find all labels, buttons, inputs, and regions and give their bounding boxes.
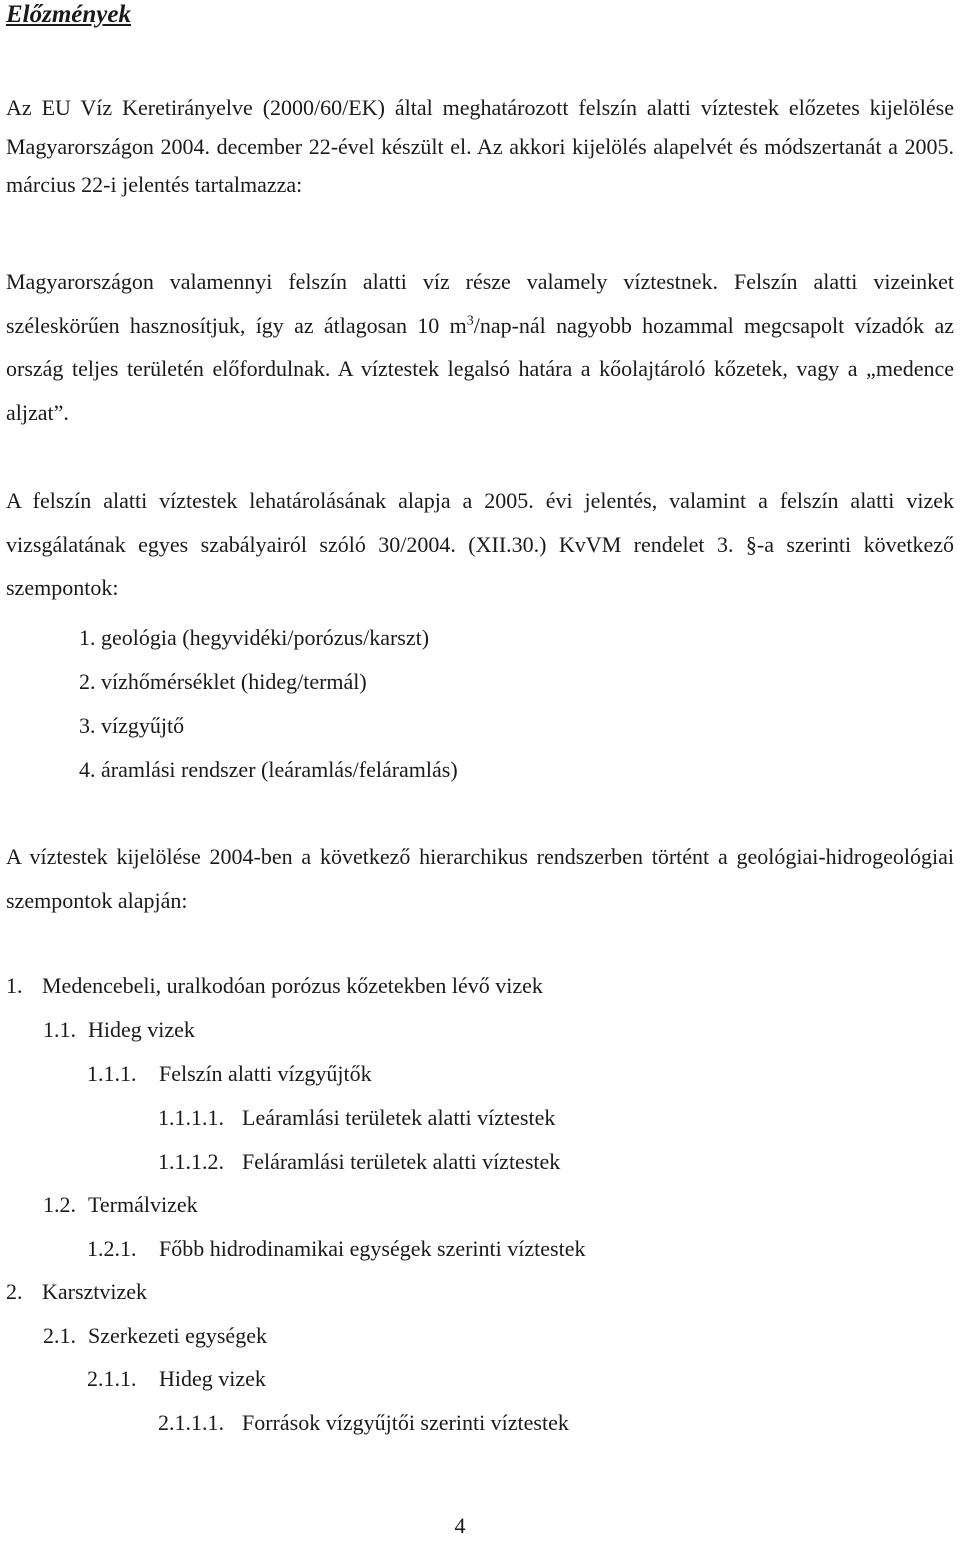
hierarchy-item: [158, 1147, 560, 1177]
section-heading: Előzmények: [6, 1, 131, 28]
hierarchy-item: [158, 1408, 569, 1438]
paragraph-text-part1: Magyarországon valamennyi felszín alatti víz része valamely víztestnek. Felszín alatti vizeinket széleskörűen hasznosítjuk, így az átlagosan 10 m: [6, 269, 954, 338]
hierarchy-number: 2.1.: [43, 1323, 76, 1348]
criteria-item: 3. vízgyűjtő: [79, 713, 185, 738]
hierarchy-item: [43, 1015, 195, 1045]
hierarchy-number: 1.2.: [43, 1192, 76, 1217]
hierarchy-text: Hideg vizek: [88, 1017, 195, 1042]
superscript-exponent: 3: [466, 313, 474, 329]
page-number: 4: [454, 1513, 466, 1538]
delineation-basis-paragraph: A felszín alatti víztestek lehatárolásának alapja a 2005. évi jelentés, valamint a felszín alatti vizek vizsgálatának egyes szabályairól szóló 30/2004. (XII.30.) KvVM rendelet 3. §-a szerinti következő szempontok:: [6, 488, 954, 600]
hierarchy-number: 1.1.1.2.: [158, 1149, 224, 1174]
paragraph-text-part2: /nap-nál nagyobb hozammal megcsapolt vízadók az ország teljes területén előfordulnak. A víztestek legalsó határa a kőolajtároló kőzetek, vagy a „medence aljzat”.: [6, 312, 954, 425]
hierarchy-text: Medencebeli, uralkodóan porózus kőzetekben lévő vizek: [42, 973, 543, 998]
hierarchy-item: [87, 1059, 372, 1089]
hierarchy-text: Források vízgyűjtői szerinti víztestek: [242, 1410, 569, 1435]
water-bodies-paragraph: [6, 260, 954, 434]
hierarchy-number: 2.1.1.: [87, 1366, 137, 1391]
hierarchy-text: Feláramlási területek alatti víztestek: [242, 1149, 561, 1174]
hierarchy-intro-paragraph: A víztestek kijelölése 2004-ben a következő hierarchikus rendszerben történt a geológiai-hidrogeológiai szempontok alapján:: [6, 844, 954, 913]
hierarchy-text: Főbb hidrodinamikai egységek szerinti víztestek: [159, 1236, 586, 1261]
hierarchy-text: Hideg vizek: [159, 1366, 266, 1391]
hierarchy-number: 1.: [6, 973, 23, 998]
hierarchy-number: 1.1.1.: [87, 1061, 137, 1086]
hierarchy-item: [6, 971, 543, 1001]
hierarchy-number: 2.: [6, 1279, 23, 1304]
criteria-item: 4. áramlási rendszer (leáramlás/feláramlás): [79, 757, 458, 782]
hierarchy-text: Termálvizek: [88, 1192, 198, 1217]
intro-paragraph: Az EU Víz Keretirányelve (2000/60/EK) által meghatározott felszín alatti víztestek előzetes kijelölése Magyarországon 2004. december 22-ével készült el. Az akkori kijelölés alapelvét és módszertanát a 2005. március 22-i jelentés tartalmazza:: [6, 95, 954, 197]
hierarchy-text: Leáramlási területek alatti víztestek: [242, 1105, 556, 1130]
hierarchy-item: [87, 1234, 585, 1264]
hierarchy-item: [158, 1103, 555, 1133]
hierarchy-number: 1.1.: [43, 1017, 76, 1042]
hierarchy-item: [43, 1321, 267, 1351]
hierarchy-text: Felszín alatti vízgyűjtők: [159, 1061, 372, 1086]
hierarchy-item: [43, 1190, 198, 1220]
hierarchy-item: [6, 1277, 147, 1307]
hierarchy-item: [87, 1364, 266, 1394]
criteria-item: 1. geológia (hegyvidéki/porózus/karszt): [79, 625, 430, 650]
hierarchy-number: 1.2.1.: [87, 1236, 137, 1261]
hierarchy-number: 1.1.1.1.: [158, 1105, 224, 1130]
hierarchy-text: Karsztvizek: [42, 1279, 148, 1304]
hierarchy-number: 2.1.1.1.: [158, 1410, 224, 1435]
criteria-item: 2. vízhőmérséklet (hideg/termál): [79, 669, 367, 694]
hierarchy-text: Szerkezeti egységek: [88, 1323, 267, 1348]
